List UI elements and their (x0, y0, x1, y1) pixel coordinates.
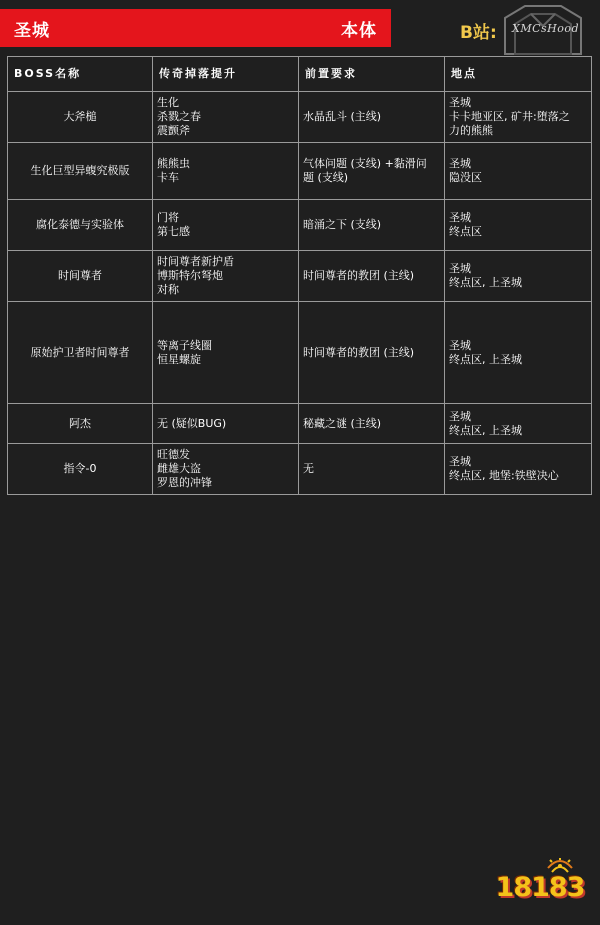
drops-line: 恒星螺旋 (157, 352, 201, 366)
drops-line: 熊熊虫 (157, 157, 190, 170)
location-line: 力的熊熊 (449, 124, 493, 137)
requirement-cell (299, 444, 445, 495)
boss-name-cell: 大斧槌 (8, 92, 153, 143)
requirement-line: 气体问题 (支线) +黏滑问 (303, 157, 427, 170)
location-cell (445, 92, 592, 143)
drops-cell (153, 251, 299, 302)
column-header-requirement: 前置要求 (299, 57, 445, 92)
table-body (8, 92, 592, 495)
requirement-line: 无 (303, 462, 314, 475)
requirement-line: 秘藏之谜 (主线) (303, 416, 382, 430)
drops-cell (153, 404, 299, 444)
bstation-label: B站: (460, 23, 497, 43)
location-line: 终点区, 上圣城 (449, 423, 522, 437)
header-left-title: 圣城 (14, 20, 50, 41)
location-cell (445, 143, 592, 200)
drops-cell (153, 444, 299, 495)
drops-line: 生化 (157, 96, 179, 109)
drops-line: 第七感 (157, 225, 190, 238)
column-header-boss: BOSS名称 (8, 57, 153, 92)
drops-line: 门将 (157, 211, 179, 224)
requirement-line: 水晶乱斗 (主线) (303, 110, 382, 123)
table-row (8, 302, 592, 404)
table-row (8, 143, 592, 200)
drops-line: 对称 (157, 283, 179, 296)
drops-line: 旺德发 (157, 448, 190, 461)
requirement-line: 时间尊者的教团 (主线) (303, 269, 415, 282)
boss-name-cell: 阿杰 (8, 404, 153, 444)
column-header-location: 地点 (445, 57, 592, 92)
location-line: 圣城 (449, 338, 471, 352)
drops-line: 等离子线圈 (157, 338, 212, 352)
boss-name-cell: 时间尊者 (8, 251, 153, 302)
table-row (8, 92, 592, 143)
location-line: 圣城 (449, 409, 471, 423)
drops-cell (153, 143, 299, 200)
header-right-title: 本体 (341, 20, 377, 41)
boss-name-cell: 生化巨型异蝮究极版 (8, 143, 153, 200)
table-row (8, 200, 592, 251)
header-banner (0, 9, 391, 47)
table-row (8, 251, 592, 302)
table-header-row (8, 57, 592, 92)
drops-cell (153, 200, 299, 251)
requirement-cell (299, 302, 445, 404)
location-line: 终点区, 地堡:铁壁决心 (449, 469, 559, 482)
drops-line: 雌雄大盗 (157, 462, 201, 475)
drops-cell (153, 92, 299, 143)
location-cell (445, 200, 592, 251)
requirement-cell (299, 200, 445, 251)
requirement-line: 时间尊者的教团 (主线) (303, 345, 415, 359)
boss-table (7, 56, 592, 495)
location-cell (445, 251, 592, 302)
drops-line: 罗恩的冲锋 (157, 476, 212, 489)
column-header-drops: 传奇掉落提升 (153, 57, 299, 92)
requirement-cell (299, 251, 445, 302)
location-line: 卡卡地亚区, 矿井:堕落之 (449, 110, 570, 123)
location-line: 终点区, 上圣城 (449, 352, 522, 366)
boss-name-cell: 腐化泰德与实验体 (8, 200, 153, 251)
requirement-line: 暗涌之下 (支线) (303, 218, 382, 231)
requirement-cell (299, 404, 445, 444)
location-cell (445, 444, 592, 495)
location-line: 圣城 (449, 96, 471, 109)
location-line: 终点区, 上圣城 (449, 276, 522, 289)
location-line: 隐没区 (449, 171, 482, 184)
table-row (8, 444, 592, 495)
boss-name-cell: 原始护卫者时间尊者 (8, 302, 153, 404)
drops-line: 卡车 (157, 171, 179, 184)
requirement-cell (299, 143, 445, 200)
requirement-line: 题 (支线) (303, 171, 349, 184)
drops-line: 震颤斧 (157, 124, 190, 137)
requirement-cell (299, 92, 445, 143)
watermark-text: XMCsHood (512, 22, 580, 35)
site-badge-text: 18183 (495, 872, 585, 903)
drops-cell (153, 302, 299, 404)
table-row (8, 404, 592, 444)
location-line: 圣城 (449, 211, 471, 224)
drops-line: 杀戮之春 (157, 110, 201, 123)
location-line: 圣城 (449, 455, 471, 468)
boss-name-cell: 指令-0 (8, 444, 153, 495)
drops-line: 无 (疑似BUG) (157, 416, 227, 430)
location-cell (445, 404, 592, 444)
drops-line: 博斯特尔弩炮 (157, 269, 223, 282)
location-cell (445, 302, 592, 404)
location-line: 圣城 (449, 262, 471, 275)
location-line: 终点区 (449, 225, 482, 238)
drops-line: 时间尊者新护盾 (157, 255, 234, 268)
location-line: 圣城 (449, 157, 471, 170)
